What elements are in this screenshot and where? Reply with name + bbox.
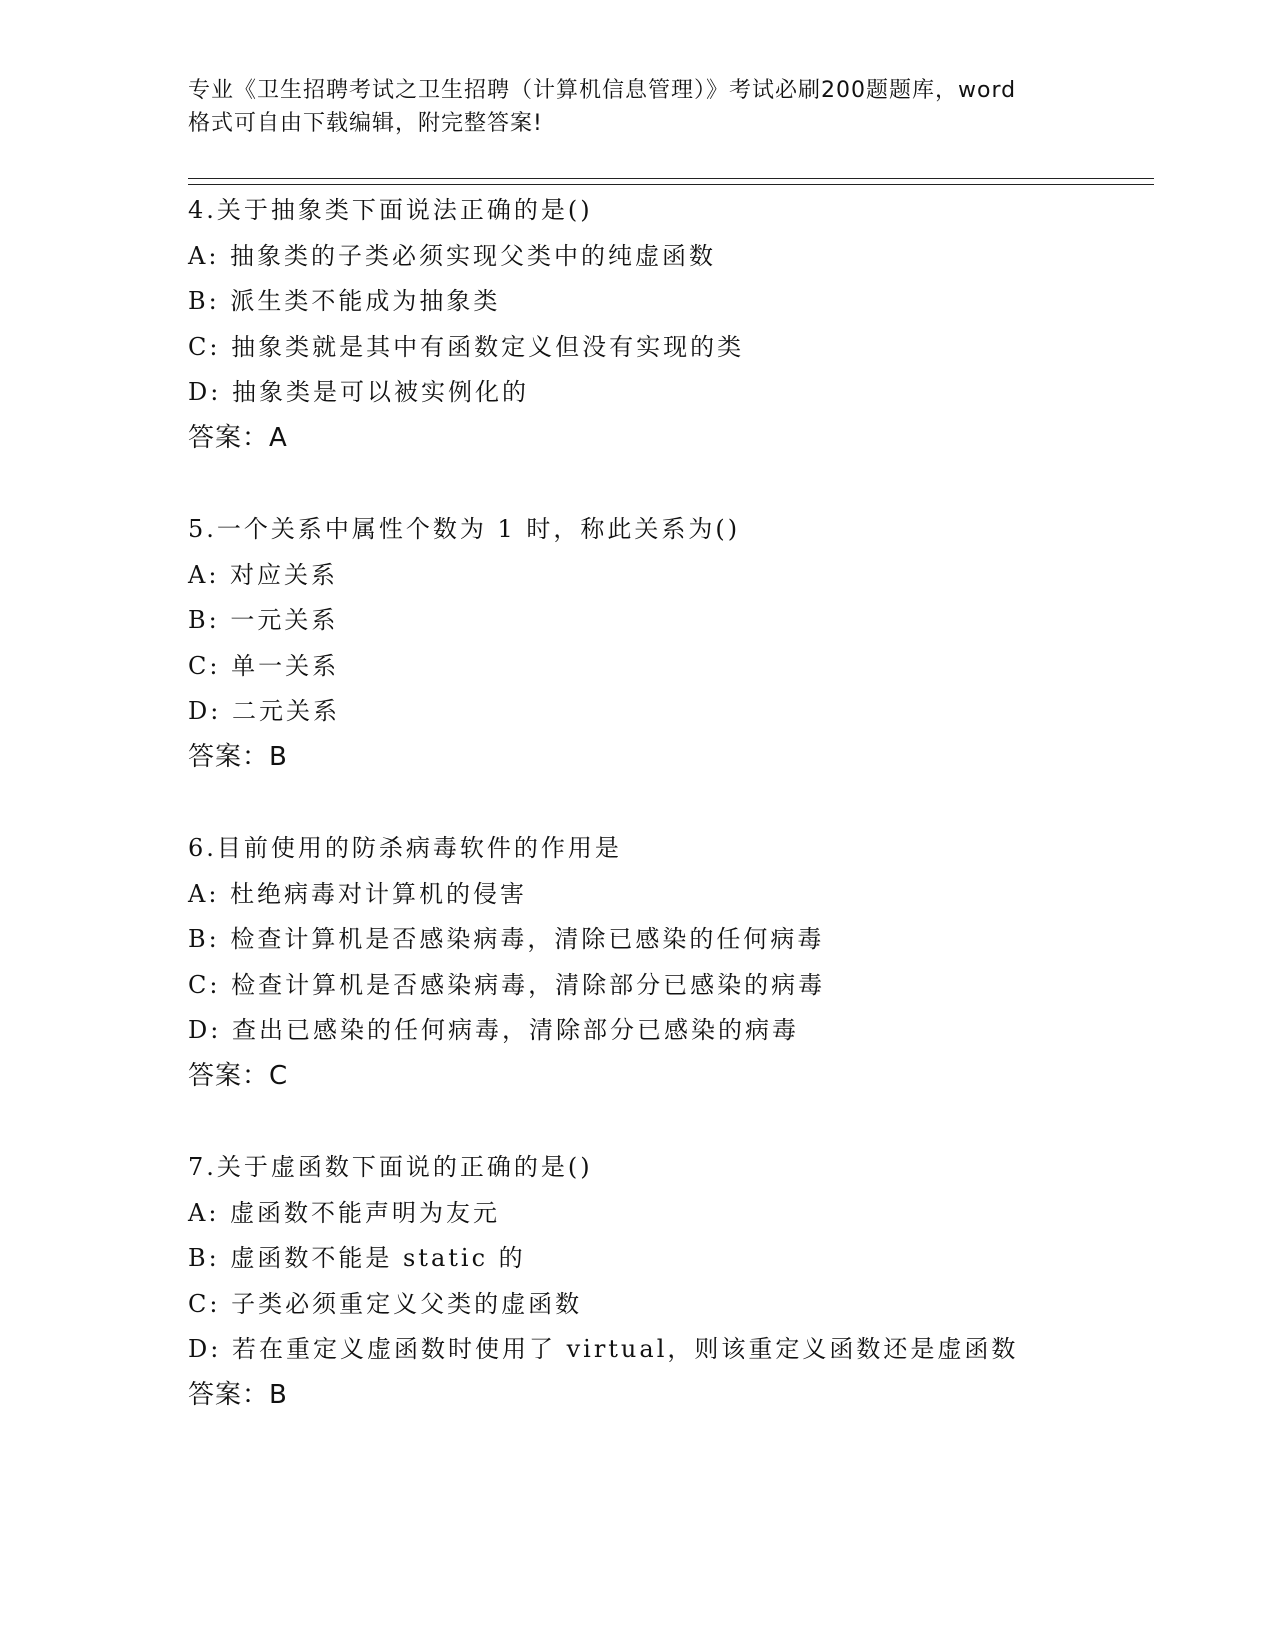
- header-divider-bottom: [188, 184, 1154, 185]
- option-a: A: 对应关系: [188, 560, 339, 589]
- question-block-5: [188, 507, 1168, 780]
- answer-line: 答案：C: [188, 1060, 289, 1091]
- option-d: D: 二元关系: [188, 697, 340, 725]
- option-b: B: 一元关系: [188, 606, 339, 634]
- option-d: D: 查出已感染的任何病毒，清除部分已感染的病毒: [188, 1016, 799, 1044]
- header-line-1: 专业《卫生招聘考试之卫生招聘（计算机信息管理）》考试必刷200题题库，word: [188, 78, 1017, 103]
- question-stem: 6.目前使用的防杀病毒软件的作用是: [188, 834, 622, 862]
- header-divider-top: [188, 178, 1154, 179]
- option-b: B: 派生类不能成为抽象类: [188, 287, 501, 315]
- question-block-6: [188, 826, 1168, 1099]
- question-block-4: [188, 188, 1168, 461]
- question-block-7: [188, 1145, 1168, 1418]
- option-c: C: 子类必须重定义父类的虚函数: [188, 1289, 583, 1318]
- header-line-2: 格式可自由下载编辑，附完整答案!: [188, 111, 543, 136]
- option-a: A: 抽象类的子类必须实现父类中的纯虚函数: [188, 241, 717, 270]
- option-c: C: 抽象类就是其中有函数定义但没有实现的类: [188, 332, 745, 361]
- option-d: D: 若在重定义虚函数时使用了 virtual，则该重定义函数还是虚函数: [188, 1335, 1019, 1363]
- option-c: C: 检查计算机是否感染病毒，清除部分已感染的病毒: [188, 970, 826, 999]
- question-stem: 7.关于虚函数下面说的正确的是(): [188, 1153, 593, 1181]
- option-a: A: 杜绝病毒对计算机的侵害: [188, 879, 528, 908]
- answer-line: 答案：A: [188, 422, 288, 453]
- question-stem: 4.关于抽象类下面说法正确的是(): [188, 196, 593, 224]
- option-a: A: 虚函数不能声明为友元: [188, 1198, 501, 1227]
- option-b: B: 虚函数不能是 static 的: [188, 1244, 526, 1272]
- option-c: C: 单一关系: [188, 651, 340, 680]
- option-d: D: 抽象类是可以被实例化的: [188, 378, 529, 406]
- option-b: B: 检查计算机是否感染病毒，清除已感染的任何病毒: [188, 925, 825, 953]
- question-stem: 5.一个关系中属性个数为 1 时，称此关系为(): [188, 515, 741, 543]
- answer-line: 答案：B: [188, 1379, 288, 1410]
- document-header: [188, 74, 1088, 140]
- answer-line: 答案：B: [188, 741, 288, 772]
